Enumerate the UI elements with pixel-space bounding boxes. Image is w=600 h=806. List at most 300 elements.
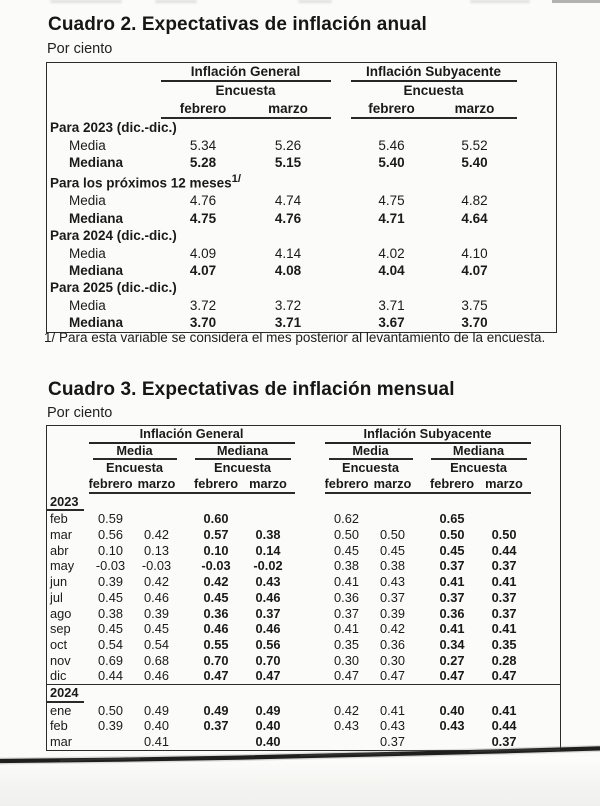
spacer (417, 621, 427, 637)
value-cell: 0.37 (439, 558, 465, 574)
value-cell: 4.74 (274, 193, 302, 209)
spacer (331, 137, 351, 154)
spacer (531, 558, 561, 574)
group-header-general: Inflación General (89, 426, 295, 443)
scan-smudge (470, 0, 530, 3)
encuesta-header: Encuesta (342, 460, 399, 476)
spacer (531, 637, 561, 653)
value-cell: 4.02 (378, 245, 405, 261)
spacer (295, 590, 325, 606)
data-row (47, 210, 557, 227)
spacer (531, 543, 561, 559)
section-row (47, 279, 557, 296)
value-cell: 0.50 (491, 527, 517, 543)
spacer (331, 262, 351, 279)
data-row (47, 262, 557, 279)
value-cell: 0.41 (491, 702, 517, 718)
stat-header-media: Media (93, 444, 177, 461)
spacer (531, 527, 561, 543)
value-cell: 0.37 (380, 589, 405, 605)
value-cell (369, 511, 417, 527)
value-cell (427, 734, 478, 750)
spacer (295, 637, 325, 653)
value-cell: 4.76 (274, 210, 302, 226)
section-row (47, 171, 557, 192)
year-text: 2023 (47, 494, 84, 512)
table3-subtitle: Por ciento (47, 405, 113, 421)
month-header: febrero (324, 475, 369, 491)
month-label: dic (50, 668, 67, 684)
value-cell: 5.15 (274, 155, 302, 171)
value-cell: 0.37 (491, 558, 517, 574)
encuesta-header: Encuesta (214, 460, 271, 476)
value-cell: 0.41 (439, 574, 465, 590)
value-cell: 4.75 (378, 193, 405, 209)
value-cell: 0.38 (98, 605, 123, 621)
spacer (531, 574, 561, 590)
spacer (181, 734, 191, 750)
spacer (517, 262, 557, 279)
monthly-inflation-table (46, 425, 561, 751)
month-label: ago (50, 605, 72, 621)
value-cell: 0.70 (255, 652, 281, 668)
spacer (295, 543, 325, 559)
value-cell: 0.37 (491, 589, 517, 605)
scan-corner-artifact (552, 0, 600, 3)
table2-title: Cuadro 2. Expectativas de inflación anual (48, 14, 427, 35)
value-cell: 0.40 (439, 702, 465, 718)
value-cell: 3.71 (274, 315, 302, 331)
table3-title: Cuadro 3. Expectativas de inflación mensual (48, 379, 455, 400)
stat-label: Mediana (69, 315, 124, 331)
value-cell: 0.46 (203, 621, 229, 637)
month-data-row (47, 590, 561, 606)
value-cell: 0.57 (203, 527, 229, 543)
month-header: marzo (242, 476, 295, 493)
value-cell: 3.75 (461, 297, 488, 313)
value-cell: 4.14 (274, 245, 302, 261)
spacer (295, 574, 325, 590)
spacer (331, 210, 351, 227)
value-cell: 0.41 (380, 702, 405, 718)
value-cell: 0.68 (144, 652, 169, 668)
month-data-row (47, 527, 561, 543)
value-cell: 0.34 (439, 636, 465, 652)
stat-label: Mediana (69, 262, 124, 278)
value-cell (191, 734, 242, 750)
value-cell: 0.10 (203, 542, 229, 558)
value-cell: 0.54 (144, 636, 169, 652)
year-label (47, 493, 561, 512)
value-cell: 5.52 (461, 137, 488, 153)
value-cell: 0.47 (491, 668, 517, 684)
value-cell: 0.43 (255, 574, 281, 590)
spacer (417, 668, 427, 684)
spacer (181, 590, 191, 606)
stat-label: Mediana (69, 155, 124, 171)
value-cell: 0.35 (334, 636, 359, 652)
spacer (417, 653, 427, 669)
value-cell (133, 511, 181, 527)
spacer (181, 511, 191, 527)
value-cell: 5.46 (378, 137, 405, 153)
spacer (417, 543, 427, 559)
spacer (531, 703, 561, 719)
value-cell: 0.65 (439, 511, 465, 527)
value-cell: 4.82 (461, 193, 488, 209)
stat-label: Media (69, 245, 106, 261)
spacer (531, 590, 561, 606)
value-cell (325, 734, 369, 750)
value-cell: 0.46 (144, 589, 169, 605)
footnote-marker: 1/ (231, 173, 241, 186)
month-label: abr (50, 542, 69, 558)
value-cell: 0.42 (203, 574, 229, 590)
value-cell: 0.45 (334, 542, 359, 558)
value-cell: 0.40 (255, 734, 281, 750)
month-header: febrero (161, 100, 246, 118)
month-label: jul (50, 589, 63, 605)
spacer (517, 210, 557, 227)
stat-label: Media (69, 137, 106, 153)
spacer (417, 527, 427, 543)
month-data-row (47, 621, 561, 637)
spacer (417, 734, 427, 750)
value-cell: 0.45 (439, 542, 465, 558)
spacer (331, 192, 351, 209)
month-label: mar (50, 734, 73, 750)
spacer (417, 637, 427, 653)
value-cell: 5.34 (189, 137, 217, 153)
value-cell: 4.08 (274, 262, 302, 278)
value-cell: 0.35 (491, 636, 517, 652)
month-data-row (47, 511, 561, 527)
section-label: Para 2025 (dic.-dic.) (50, 280, 177, 296)
value-cell: 0.37 (491, 734, 517, 750)
spacer (181, 621, 191, 637)
value-cell: 0.45 (98, 589, 123, 605)
value-cell: 0.37 (203, 718, 229, 734)
month-label: feb (50, 511, 68, 527)
spacer (295, 734, 325, 750)
value-cell: 0.47 (203, 668, 229, 684)
month-label: oct (50, 636, 68, 652)
spacer (531, 718, 561, 734)
spacer (417, 558, 427, 574)
year-row (47, 685, 561, 703)
value-cell: 0.45 (380, 542, 405, 558)
value-cell: 0.42 (144, 574, 169, 590)
month-label: feb (50, 718, 68, 734)
value-cell: 4.76 (189, 193, 217, 209)
spacer (417, 703, 427, 719)
value-cell: 0.37 (255, 605, 281, 621)
value-cell: 4.10 (461, 245, 488, 261)
value-cell: 0.14 (255, 542, 281, 558)
scan-smudge (298, 0, 332, 3)
value-cell: -0.02 (253, 558, 283, 574)
value-cell: 0.41 (439, 621, 465, 637)
value-cell: 4.09 (189, 245, 217, 261)
scan-smudge (155, 0, 197, 3)
spacer (181, 668, 191, 684)
encuesta-header: Encuesta (403, 83, 464, 99)
value-cell: 0.56 (255, 636, 281, 652)
value-cell: 0.46 (255, 621, 281, 637)
value-cell: 0.42 (144, 527, 169, 543)
spacer (181, 718, 191, 734)
section-row (47, 118, 557, 136)
value-cell: 4.71 (378, 210, 405, 226)
value-cell: 0.41 (144, 734, 169, 750)
month-data-row (47, 637, 561, 653)
spacer (181, 606, 191, 622)
value-cell (478, 511, 531, 527)
value-cell: -0.03 (141, 558, 172, 574)
stat-label: Media (69, 193, 106, 209)
section-row (47, 227, 557, 244)
spacer (295, 621, 325, 637)
spacer (295, 558, 325, 574)
spacer (295, 703, 325, 719)
value-cell: 0.40 (144, 718, 169, 734)
value-cell: 0.50 (334, 527, 359, 543)
value-cell: 0.36 (380, 636, 405, 652)
value-cell: 4.75 (189, 210, 217, 226)
value-cell: 5.28 (189, 155, 217, 171)
value-cell: 3.72 (189, 297, 217, 313)
value-cell: 0.45 (98, 621, 123, 637)
value-cell: 0.50 (98, 702, 123, 718)
month-header: marzo (433, 100, 517, 118)
value-cell: 0.37 (334, 605, 359, 621)
year-label (47, 685, 561, 703)
data-row (47, 137, 557, 154)
spacer (517, 245, 557, 262)
month-data-row (47, 606, 561, 622)
table2-footnote: 1/ Para esta variable se considera el mes posterior al levantamiento de la encuesta. (44, 330, 546, 345)
month-label: nov (50, 652, 71, 668)
spacer (531, 606, 561, 622)
month-header: febrero (191, 476, 242, 493)
value-cell: 0.47 (380, 668, 405, 684)
group-header-subyacente: Inflación Subyacente (351, 63, 517, 82)
value-cell: 0.54 (98, 636, 123, 652)
value-cell: 0.13 (144, 542, 169, 558)
spacer (181, 527, 191, 543)
encuesta-header: Encuesta (450, 460, 507, 476)
year-text: 2024 (47, 685, 84, 703)
spacer (531, 621, 561, 637)
value-cell: 0.62 (334, 511, 359, 527)
value-cell: 0.44 (491, 718, 517, 734)
section-label: Para los próximos 12 meses$^{1/}$ (50, 173, 241, 191)
value-cell: 0.42 (334, 702, 359, 718)
value-cell: 0.37 (380, 734, 405, 750)
value-cell: 0.39 (98, 574, 123, 590)
spacer (295, 511, 325, 527)
month-label: ene (50, 702, 72, 718)
value-cell: 0.41 (334, 574, 359, 590)
value-cell: 0.39 (380, 605, 405, 621)
value-cell: 0.60 (203, 511, 229, 527)
table2-subtitle: Por ciento (47, 41, 113, 57)
spacer (181, 637, 191, 653)
value-cell: 0.47 (255, 668, 281, 684)
value-cell: 3.71 (378, 297, 405, 313)
month-header: marzo (246, 100, 331, 118)
value-cell: 0.39 (144, 605, 169, 621)
value-cell: 0.47 (334, 668, 359, 684)
value-cell: 0.69 (98, 652, 123, 668)
data-row (47, 154, 557, 171)
month-header: marzo (133, 476, 181, 493)
spacer (295, 653, 325, 669)
spacer (531, 511, 561, 527)
value-cell: 0.28 (491, 652, 517, 668)
spacer (295, 668, 325, 684)
value-cell: 3.67 (378, 315, 405, 331)
value-cell: 0.36 (334, 589, 359, 605)
spacer (295, 606, 325, 622)
value-cell: 0.41 (334, 621, 359, 637)
month-data-row (47, 558, 561, 574)
value-cell: 4.07 (189, 262, 217, 278)
group-header-general: Inflación General (161, 63, 331, 82)
spacer (181, 558, 191, 574)
value-cell: -0.03 (95, 558, 126, 574)
value-cell: 0.38 (334, 558, 359, 574)
value-cell: 0.45 (203, 589, 229, 605)
encuesta-header: Encuesta (215, 83, 276, 99)
month-header: marzo (478, 476, 531, 493)
value-cell: 4.04 (378, 262, 405, 278)
annual-inflation-table (46, 62, 557, 333)
value-cell: 0.45 (144, 621, 169, 637)
value-cell: 5.40 (461, 155, 488, 171)
value-cell: 0.37 (439, 589, 465, 605)
stat-header-mediana: Mediana (195, 444, 291, 461)
value-cell: 3.72 (274, 297, 302, 313)
value-cell: 0.59 (98, 511, 123, 527)
month-header: marzo (369, 476, 417, 493)
value-cell: 0.30 (380, 652, 405, 668)
year-row (47, 493, 561, 512)
value-cell: 0.42 (380, 621, 405, 637)
spacer (517, 137, 557, 154)
value-cell: 0.49 (144, 702, 169, 718)
value-cell: 0.43 (334, 718, 359, 734)
stat-header-media: Media (329, 444, 413, 461)
value-cell: 0.50 (380, 527, 405, 543)
spacer (531, 668, 561, 684)
value-cell: 0.70 (203, 652, 229, 668)
stat-header-mediana: Mediana (431, 444, 527, 461)
spacer (417, 574, 427, 590)
value-cell: 0.39 (98, 718, 123, 734)
value-cell: 0.47 (439, 668, 465, 684)
data-row (47, 297, 557, 314)
value-cell (242, 511, 295, 527)
spacer (295, 527, 325, 543)
section-label: Para 2023 (dic.-dic.) (50, 120, 177, 136)
value-cell: 0.36 (203, 605, 229, 621)
spacer (531, 653, 561, 669)
value-cell: 5.40 (378, 155, 405, 171)
data-row (47, 192, 557, 209)
month-label: sep (50, 621, 71, 637)
value-cell: 4.07 (461, 262, 488, 278)
value-cell: 0.44 (98, 668, 123, 684)
spacer (181, 653, 191, 669)
month-label: may (50, 558, 75, 574)
value-cell: 0.43 (439, 718, 465, 734)
month-data-row (47, 653, 561, 669)
value-cell: 0.41 (491, 621, 517, 637)
stat-label: Mediana (69, 210, 124, 226)
value-cell: 0.38 (380, 558, 405, 574)
value-cell: 0.10 (98, 542, 123, 558)
value-cell: 0.50 (439, 527, 465, 543)
month-label: jun (50, 574, 68, 590)
value-cell: 0.56 (98, 527, 123, 543)
value-cell: 3.70 (189, 315, 217, 331)
month-label: mar (50, 527, 73, 543)
month-data-row (47, 718, 561, 734)
value-cell (89, 734, 133, 750)
month-data-row (47, 543, 561, 559)
value-cell: 0.49 (203, 702, 229, 718)
spacer (331, 297, 351, 314)
spacer (181, 574, 191, 590)
spacer (517, 297, 557, 314)
value-cell: 3.70 (461, 315, 488, 331)
value-cell: 0.30 (334, 652, 359, 668)
spacer (417, 511, 427, 527)
value-cell: -0.03 (201, 558, 231, 574)
value-cell: 0.40 (255, 718, 281, 734)
month-header: febrero (351, 100, 433, 118)
value-cell: 0.27 (439, 652, 465, 668)
value-cell: 0.43 (380, 574, 405, 590)
spacer (331, 245, 351, 262)
spacer (295, 718, 325, 734)
value-cell: 5.26 (274, 137, 302, 153)
value-cell: 0.41 (491, 574, 517, 590)
stat-label: Media (69, 297, 106, 313)
spacer (181, 703, 191, 719)
spacer (517, 192, 557, 209)
section-label: Para 2024 (dic.-dic.) (50, 228, 177, 244)
value-cell: 0.46 (255, 589, 281, 605)
value-cell: 4.64 (461, 210, 488, 226)
spacer (331, 154, 351, 171)
spacer (417, 718, 427, 734)
value-cell: 0.46 (144, 668, 169, 684)
data-row (47, 245, 557, 262)
month-data-row (47, 668, 561, 684)
value-cell: 0.36 (439, 605, 465, 621)
month-data-row (47, 734, 561, 750)
value-cell: 0.55 (203, 636, 229, 652)
encuesta-header: Encuesta (106, 460, 163, 476)
month-header: febrero (427, 476, 478, 493)
value-cell: 0.43 (380, 718, 405, 734)
value-cell: 0.38 (255, 527, 281, 543)
spacer (417, 606, 427, 622)
value-cell: 0.49 (255, 702, 281, 718)
spacer (181, 543, 191, 559)
